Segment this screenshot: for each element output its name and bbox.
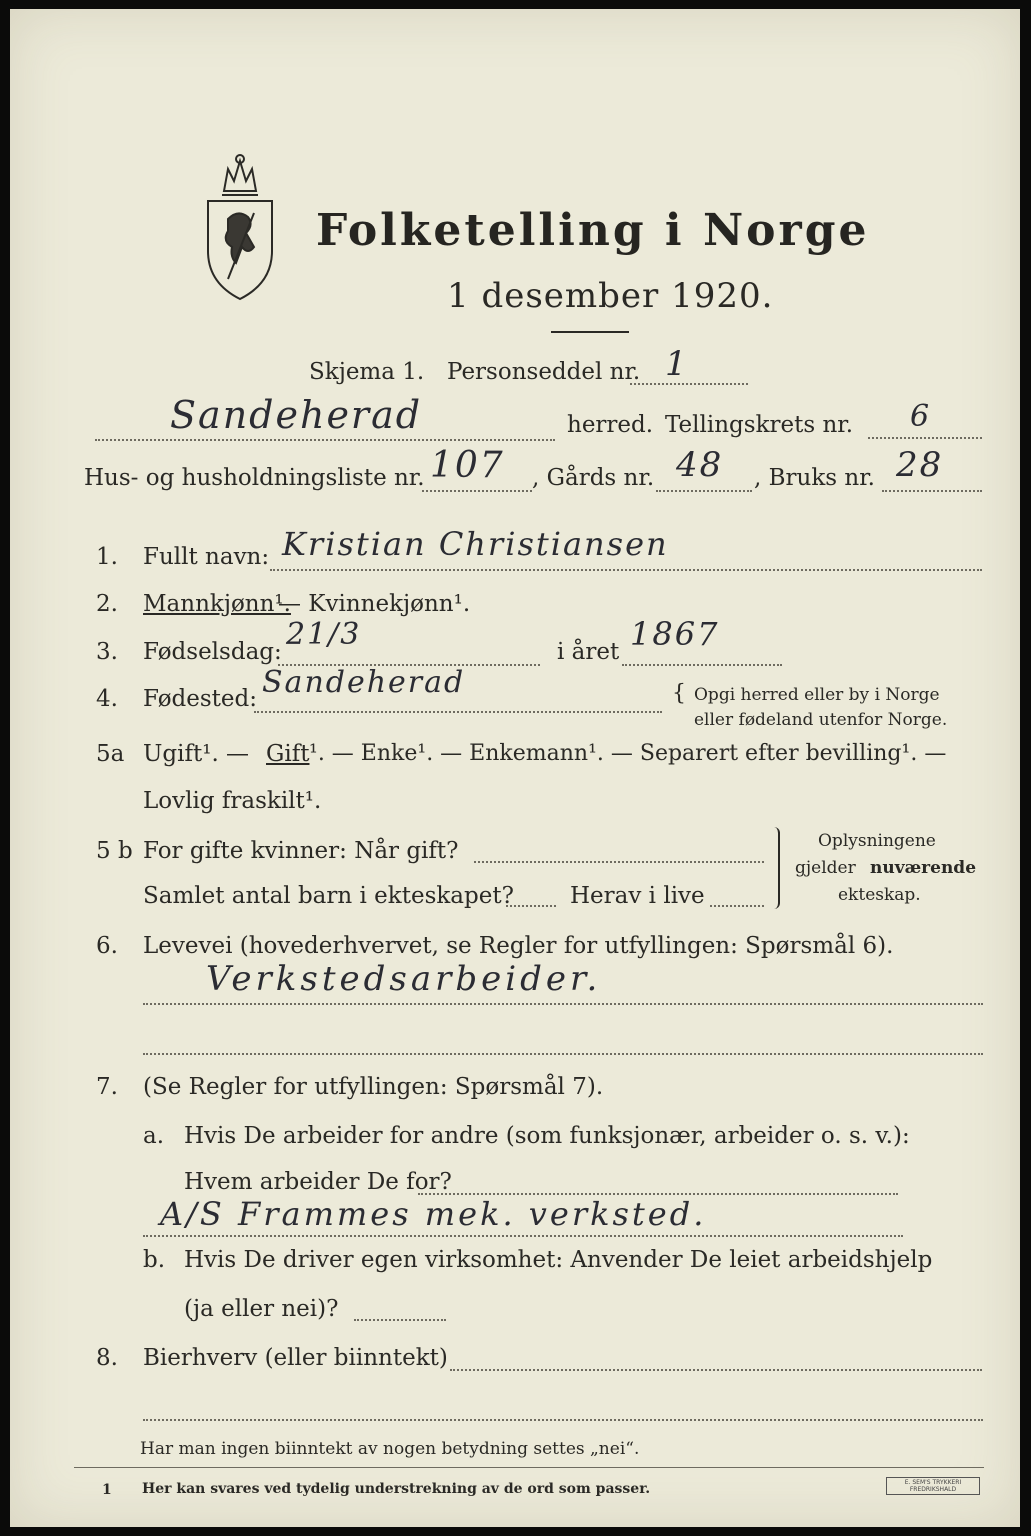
q5b-note-1: Oplysningene bbox=[818, 831, 936, 851]
q6-number: 6. bbox=[96, 933, 118, 959]
q8-label: Bierhverv (eller biinntekt) bbox=[143, 1345, 448, 1371]
q5b-line-1: For gifte kvinner: Når gift? bbox=[143, 838, 459, 864]
q1-label: Fullt navn: bbox=[143, 544, 270, 570]
personseddel-label: Personseddel nr. bbox=[447, 359, 641, 385]
q1-full-name[interactable]: Kristian Christiansen bbox=[282, 525, 669, 563]
bruks-label: , Bruks nr. bbox=[754, 465, 875, 491]
footnote-text: Her kan svares ved tydelig understrekning av de ord som passer. bbox=[142, 1481, 651, 1497]
q7a-label: Hvis De arbeider for andre (som funksjonær, arbeider o. s. v.): bbox=[184, 1123, 910, 1149]
q8-number: 8. bbox=[96, 1345, 118, 1371]
husholdningsliste-label: Hus- og husholdningsliste nr. bbox=[84, 465, 425, 491]
herred-value[interactable]: Sandeherad bbox=[170, 393, 423, 437]
printer-stamp: E. SEM'S TRYKKERI FREDRIKSHALD bbox=[886, 1477, 980, 1495]
gards-value[interactable]: 48 bbox=[676, 445, 724, 485]
q6-occupation[interactable]: Verkstedsarbeider. bbox=[206, 959, 602, 999]
bruks-value[interactable]: 28 bbox=[896, 445, 944, 485]
husholdningsliste-value[interactable]: 107 bbox=[430, 445, 505, 486]
tellingskrets-label: Tellingskrets nr. bbox=[665, 412, 854, 438]
gards-label: , Gårds nr. bbox=[532, 465, 655, 491]
q5a-ugift[interactable]: Ugift¹. — bbox=[143, 741, 250, 767]
q2-mannkjonn[interactable]: Mannkjønn¹. bbox=[143, 591, 291, 617]
q6-label: Levevei (hovederhvervet, se Regler for utfyllingen: Spørsmål 6). bbox=[143, 933, 894, 959]
q5a-gift[interactable]: Gift bbox=[266, 741, 310, 767]
schema-label: Skjema 1. bbox=[309, 359, 425, 385]
herred-label: herred. bbox=[567, 412, 654, 438]
q3-birthday[interactable]: 21/3 bbox=[286, 617, 362, 652]
title-divider bbox=[551, 331, 629, 333]
q5b-note-3: ekteskap. bbox=[838, 885, 921, 905]
footer-divider bbox=[74, 1467, 984, 1468]
biinntekt-note: Har man ingen biinntekt av nogen betydning settes „nei“. bbox=[140, 1439, 640, 1459]
q4-brace: { bbox=[672, 681, 686, 706]
q7b-label: Hvis De driver egen virksomhet: Anvender De leiet arbeidshjelp bbox=[184, 1247, 933, 1273]
q7b-number: b. bbox=[143, 1247, 166, 1273]
q5b-line-2: Samlet antal barn i ekteskapet? bbox=[143, 883, 514, 909]
q7a-number: a. bbox=[143, 1123, 165, 1149]
footnote-mark: 1 bbox=[102, 1482, 112, 1498]
q5b-note-2: gjelder bbox=[795, 858, 856, 878]
q5b-herav-i-live: Herav i live bbox=[570, 883, 705, 909]
census-form bbox=[10, 9, 1020, 1527]
norwegian-coat-of-arms-icon bbox=[198, 151, 282, 303]
q5a-other-options[interactable]: ¹. — Enke¹. — Enkemann¹. — Separert efter bevilling¹. — bbox=[309, 741, 947, 766]
q4-note-1: Opgi herred eller by i Norge bbox=[694, 685, 940, 705]
q5b-note-2b: nuværende bbox=[870, 858, 977, 878]
q3-label: Fødselsdag: bbox=[143, 639, 282, 665]
tellingskrets-value[interactable]: 6 bbox=[910, 399, 932, 434]
form-title: Folketelling i Norge bbox=[316, 205, 870, 256]
q5a-number: 5a bbox=[96, 741, 125, 767]
q3-year-label: i året bbox=[557, 639, 620, 665]
q2-kvinnekjonn[interactable]: — Kvinnekjønn¹. bbox=[278, 591, 471, 617]
q7-label: (Se Regler for utfyllingen: Spørsmål 7). bbox=[143, 1074, 604, 1100]
q5b-brace bbox=[772, 827, 780, 909]
q4-number: 4. bbox=[96, 686, 118, 712]
q7-number: 7. bbox=[96, 1074, 118, 1100]
q7a-employer[interactable]: A/S Frammes mek. verksted. bbox=[160, 1195, 707, 1233]
census-date: 1 desember 1920. bbox=[447, 276, 774, 316]
q4-note-2: eller fødeland utenfor Norge. bbox=[694, 710, 948, 730]
q2-number: 2. bbox=[96, 591, 118, 617]
q5a-lovlig-fraskilt[interactable]: Lovlig fraskilt¹. bbox=[143, 788, 322, 814]
personseddel-number[interactable]: 1 bbox=[665, 344, 689, 384]
q4-birthplace[interactable]: Sandeherad bbox=[262, 665, 466, 700]
q7a-question: Hvem arbeider De for? bbox=[184, 1169, 452, 1195]
q4-label: Fødested: bbox=[143, 686, 258, 712]
q3-birth-year[interactable]: 1867 bbox=[630, 615, 720, 653]
q1-number: 1. bbox=[96, 544, 118, 570]
q7b-question: (ja eller nei)? bbox=[184, 1296, 339, 1322]
q5b-number: 5 b bbox=[96, 838, 133, 864]
q3-number: 3. bbox=[96, 639, 118, 665]
